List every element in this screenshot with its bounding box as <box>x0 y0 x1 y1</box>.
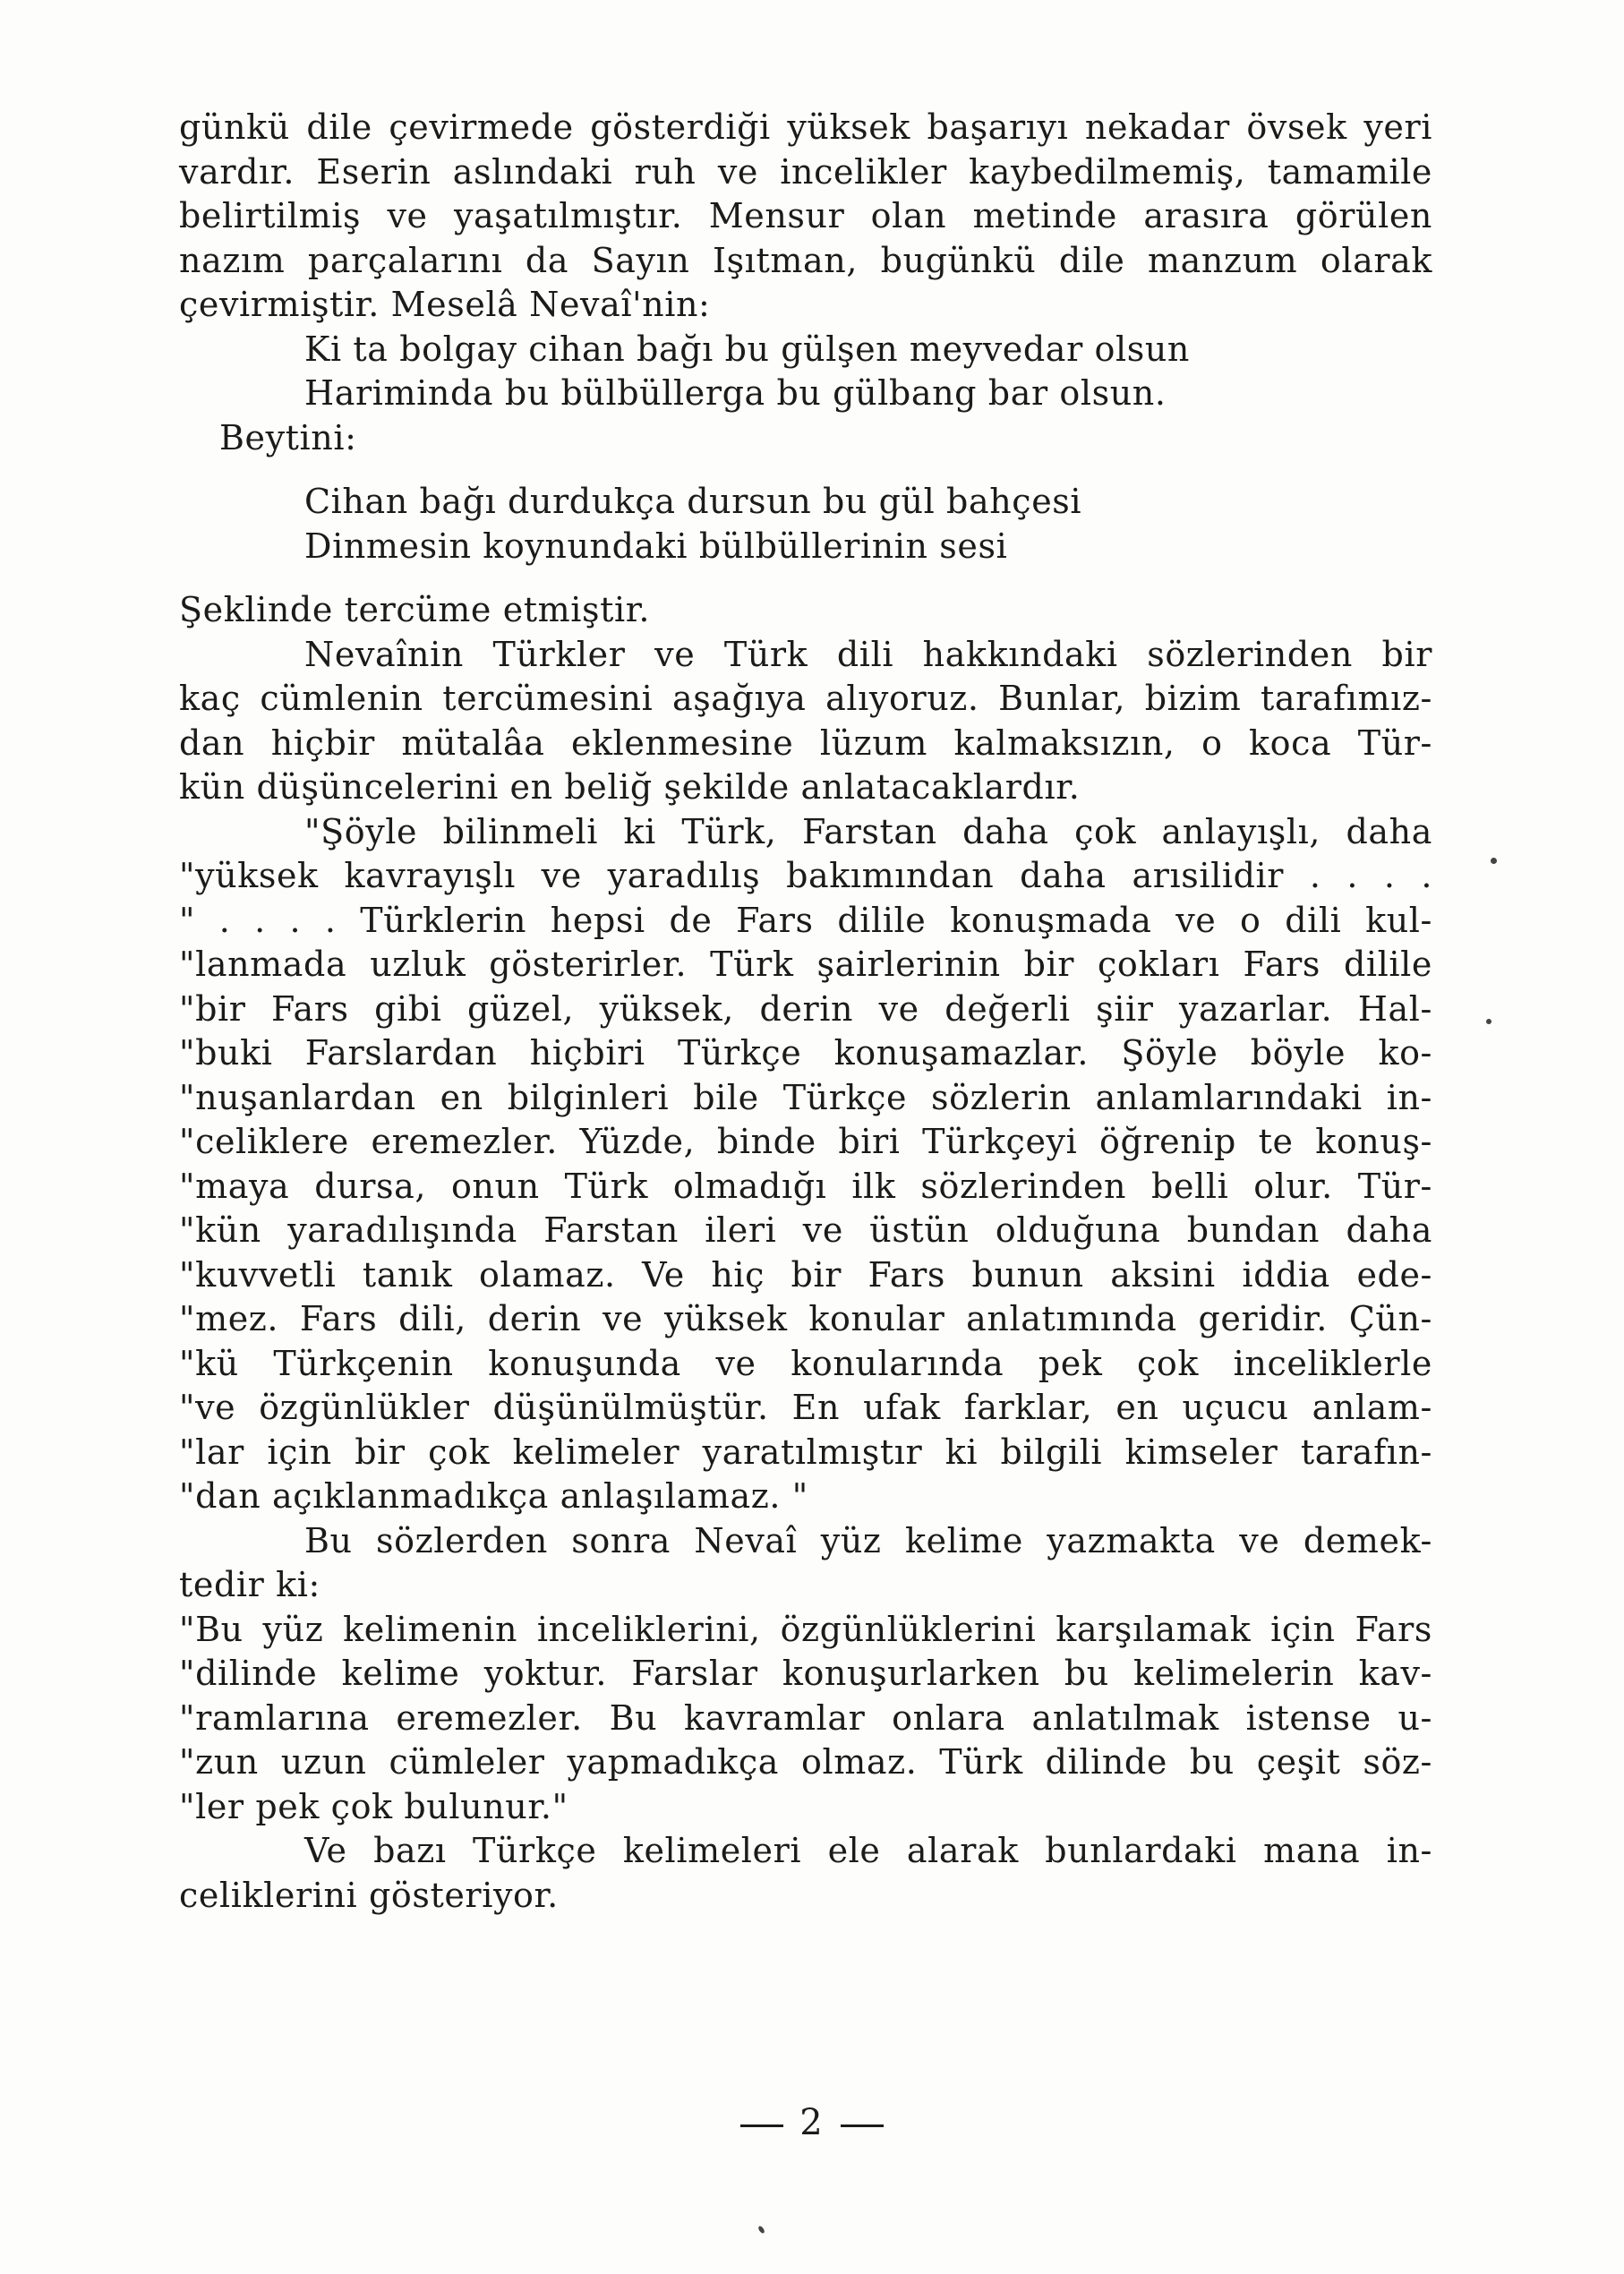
verse-line: Hariminda bu bülbüllerga bu gülbang bar olsun. <box>304 373 1167 413</box>
quote-line: "dan açıklanmadıkça anlaşılamaz. " <box>179 1476 808 1516</box>
text-line: kaç cümlenin tercümesini aşağıya alıyoruz. Bunlar, bizim tarafımız- <box>179 679 1432 718</box>
text-line: çevirmiştir. Meselâ Nevaî'nin: <box>179 285 711 324</box>
quote-line: "dilinde kelime yoktur. Farslar konuşurlarken bu kelimelerin kav- <box>179 1654 1432 1693</box>
dash-right <box>841 2124 884 2127</box>
quote-line: "bir Fars gibi güzel, yüksek, derin ve değerli şiir yazarlar. Hal- <box>179 988 1432 1029</box>
quote-line: "ramlarına eremezler. Bu kavramlar onlara anlatılmak istense u- <box>179 1697 1432 1738</box>
quote-line: "lanmada uzluk gösterirler. Türk şairlerinin bir çokları Fars dilile <box>179 945 1432 984</box>
text-line: tedir ki: <box>179 1565 321 1604</box>
text-line: günkü dile çevirmede gösterdiği yüksek başarıyı nekadar övsek yeri <box>179 107 1432 147</box>
quote-line: "yüksek kavrayışlı ve yaradılış bakımından daha arısilidir . . . . <box>179 856 1432 895</box>
body-text <box>179 106 1432 1918</box>
beytini-label: Beytini: <box>219 417 357 457</box>
text-line: Nevaînin Türkler ve Türk dili hakkındaki sözlerinden bir <box>304 634 1432 674</box>
quote-line: "Şöyle bilinmeli ki Türk, Farstan daha çok anlayışlı, daha <box>304 811 1432 851</box>
text-line: Şeklinde tercüme etmiştir. <box>179 590 651 629</box>
text-line: kün düşüncelerini en beliğ şekilde anlatacaklardır. <box>179 767 1081 807</box>
quote-line: "maya dursa, onun Türk olmadığı ilk sözlerinden belli olur. Tür- <box>179 1166 1432 1206</box>
quote-line: "buki Farslardan hiçbiri Türkçe konuşamazlar. Şöyle böyle ko- <box>179 1033 1432 1073</box>
quote-line: "kü Türkçenin konuşunda ve konularında pek çok inceliklerle <box>179 1343 1432 1383</box>
verse-line: Dinmesin koynundaki bülbüllerinin sesi <box>304 526 1008 566</box>
quote-line: "lar için bir çok kelimeler yaratılmıştır ki bilgili kimseler tarafın- <box>179 1432 1432 1472</box>
quote-line: "kün yaradılışında Farstan ileri ve üstün olduğuna bundan daha <box>179 1210 1432 1250</box>
verse-line: Ki ta bolgay cihan bağı bu gülşen meyvedar olsun <box>304 329 1190 369</box>
verse-line: Cihan bağı durdukça dursun bu gül bahçesi <box>304 482 1082 521</box>
text-line: belirtilmiş ve yaşatılmıştır. Mensur olan metinde arasıra görülen <box>179 196 1432 235</box>
quote-line: "zun uzun cümleler yapmadıkça olmaz. Türk dilinde bu çeşit söz- <box>179 1742 1432 1782</box>
quote-line: "mez. Fars dili, derin ve yüksek konular anlatımında geridir. Çün- <box>179 1299 1432 1338</box>
scan-speck <box>1491 858 1497 864</box>
text-line: celiklerini gösteriyor. <box>179 1875 559 1915</box>
quote-line: " . . . . Türklerin hepsi de Fars dilile konuşmada ve o dili kul- <box>179 900 1432 940</box>
quote-line: "nuşanlardan en bilginleri bile Türkçe sözlerin anlamlarındaki in- <box>179 1077 1432 1117</box>
quote-line: "Bu yüz kelimenin inceliklerini, özgünlüklerini karşılamak için Fars <box>179 1609 1432 1649</box>
text-line: Bu sözlerden sonra Nevaî yüz kelime yazmakta ve demek- <box>304 1520 1432 1560</box>
scan-speck <box>757 2225 765 2234</box>
quote-line: "ler pek çok bulunur." <box>179 1786 568 1826</box>
quote-line: "kuvvetli tanık olamaz. Ve hiç bir Fars bunun aksini iddia ede- <box>179 1254 1432 1295</box>
quote-line: "ve özgünlükler düşünülmüştür. En ufak farklar, en uçucu anlam- <box>179 1388 1432 1427</box>
page-number <box>0 2102 1624 2143</box>
dash-left <box>740 2124 783 2127</box>
text-line: Ve bazı Türkçe kelimeleri ele alarak bunlardaki mana in- <box>304 1831 1432 1870</box>
text-line: vardır. Eserin aslındaki ruh ve incelikler kaybedilmemiş, tamamile <box>179 151 1432 192</box>
quote-line: "celiklere eremezler. Yüzde, binde biri Türkçeyi öğrenip te konuş- <box>179 1122 1432 1161</box>
scan-speck <box>1486 1019 1492 1024</box>
text-line: nazım parçalarını da Sayın Işıtman, bugünkü dile manzum olarak <box>179 240 1432 280</box>
text-line: dan hiçbir mütalâa eklenmesine lüzum kalmaksızın, o koca Tür- <box>179 722 1432 763</box>
page-number-value: 2 <box>799 2102 825 2143</box>
